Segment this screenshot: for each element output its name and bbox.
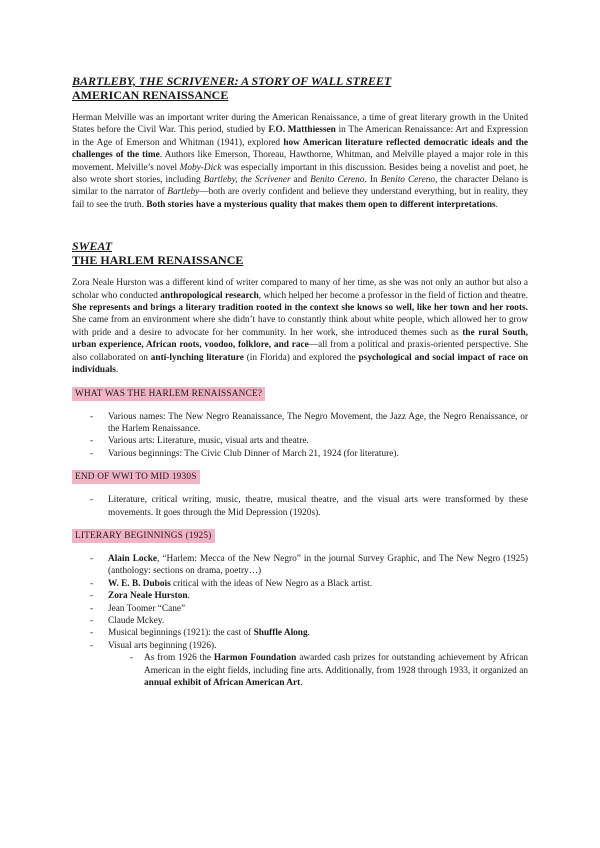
section-subtitle-american-renaissance: AMERICAN RENAISSANCE <box>72 88 229 102</box>
list-item <box>108 627 528 639</box>
highlight-heading-what-was: WHAT WAS THE HARLEM RENAISSANCE? <box>72 387 265 401</box>
italic-run: Benito Cereno <box>380 175 435 186</box>
text-run: Herman Melville was an important writer during the American Renaissance, a time of great literary growth in the United States before the Civil War. This period, studied by <box>72 113 528 136</box>
bold-run: W. E. B. Dubois <box>108 578 171 589</box>
text-run: awarded cash prizes for outstanding achievement by African American in the eight fields, including fine arts. Additionally, from 1928 through 1933, it organized an <box>144 653 529 676</box>
bold-run: anti-lynching literature <box>150 352 244 363</box>
paragraph-hurston <box>72 277 528 376</box>
section-subtitle-harlem-renaissance: THE HARLEM RENAISSANCE <box>72 253 244 268</box>
list-item: - Various arts: Literature, music, visual arts and theatre. <box>108 435 528 447</box>
sub-list-item <box>144 652 528 689</box>
bold-run: She represents and brings a literary tradition rooted in the context she knows so well, like her town and her roots. <box>72 303 528 314</box>
list-item: - Literature, critical writing, music, theatre, musical theatre, and the visual arts were transformed by these movements. It goes through the Mid Depression (1920s). <box>108 494 528 519</box>
text-run: , which helped her become a professor in the field of fiction and theatre. <box>258 290 528 301</box>
bold-run: the rural South, urban experience, African roots, voodoo, folklore, and race <box>72 327 529 351</box>
bold-run: Shuffle Along <box>253 628 308 639</box>
bold-run: F.O. Matthiessen <box>268 125 336 136</box>
section-gap <box>72 211 528 239</box>
italic-run: Moby-Dick <box>179 162 222 173</box>
text-run: (in Florida) and explored the <box>243 352 359 363</box>
text-run: in The American Renaissance: Art and Expression in the Age of Emerson and Whitman (1941), explored <box>72 125 529 148</box>
section-title-bartleby: BARTLEBY, THE SCRIVENER: A STORY OF WALL STREET <box>72 74 392 88</box>
bold-run: anthropological research <box>160 290 259 301</box>
list-item: - Various beginnings: The Civic Club Dinner of March 21, 1924 (for literature). <box>108 448 528 460</box>
list-item: - Various names: The New Negro Reanaissance, The Negro Movement, the Jazz Age, the Negro Renaissance, or the Harlem Renaissance. <box>108 411 528 436</box>
text-run: —both are overly confident and believe they understand everything, but in reality, they fail to see the truth. <box>72 187 528 210</box>
text-run: was especially important in this discussion. Besides being a novelist and poet, he also wrote short stories, including <box>72 162 528 186</box>
text-run: . <box>187 591 190 602</box>
text-run: . <box>115 365 119 376</box>
bold-run: annual exhibit of African American Art <box>144 678 301 688</box>
highlight-heading-end-of-wwi: END OF WWI TO MID 1930S <box>72 470 200 484</box>
bold-run: Both stories have a mysterious quality that makes them open to different interpretations <box>146 199 496 210</box>
bold-run: Alain Locke <box>108 553 158 564</box>
paragraph-melville <box>72 112 528 211</box>
text-run: , “Harlem: Mecca of the New Negro” in the journal Survey Graphic, and The New Negro (1925) (anthology: sections on drama, poetry…) <box>108 553 529 577</box>
text-run: and <box>290 175 311 186</box>
list-item: - Claude Mckey. <box>108 615 528 627</box>
list-item <box>108 553 528 578</box>
list-item: - Jean Toomer “Cane” <box>108 603 528 615</box>
text-run: . In <box>364 175 381 186</box>
text-run: . <box>495 199 498 210</box>
text-run: Visual arts beginning (1926). <box>108 640 217 651</box>
text-run: She came from an environment where she didn’t have to constantly think about white people, which allowed her to grow with pride and a desire to advocate for her community. In her work, she introduced themes such as <box>72 315 528 338</box>
list-literary-beginnings <box>72 553 528 689</box>
italic-run: Bartleby <box>167 187 200 198</box>
italic-run: Bartleby, the Scrivener <box>203 175 291 186</box>
italic-run: Benito Cereno <box>310 175 365 186</box>
list-item <box>108 578 528 590</box>
text-run: Musical beginnings (1921): the cast of <box>108 628 254 639</box>
bold-run: Zora Neale Hurston <box>108 591 188 602</box>
list-item <box>108 590 528 602</box>
bold-run: how American literature reflected democratic ideals and the challenges of the time <box>72 137 528 161</box>
bold-run: psychological and social impact of race on individuals <box>72 352 528 376</box>
text-run: , the character Delano is similar to the narrator of <box>72 175 528 198</box>
section-title-sweat: SWEAT <box>72 239 113 254</box>
sub-list-visual-arts <box>108 652 528 689</box>
highlight-heading-literary-beginnings: LITERARY BEGINNINGS (1925) <box>72 529 215 543</box>
text-run: critical with the ideas of New Negro as a Black artist. <box>170 578 373 589</box>
list-what-was <box>72 411 528 461</box>
text-run: . <box>300 678 303 688</box>
document-page <box>72 74 528 689</box>
text-run: Zora Neale Hurston was a different kind of writer compared to many of her time, as she was not only an author but also a scholar who conducted <box>72 278 528 301</box>
text-run: . <box>307 628 310 639</box>
bold-run: Harmon Foundation <box>213 653 297 664</box>
text-run: As from 1926 the <box>144 653 214 664</box>
list-end-of-wwi <box>72 494 528 519</box>
text-run: . Authors like Emerson, Thoreau, Hawthorne, Whitman, and Melville played a major role in this movement. Melville’s novel <box>72 150 528 173</box>
list-item <box>108 640 528 690</box>
text-run: —all from a political and praxis-oriented perspective. She also collaborated on <box>72 340 528 363</box>
